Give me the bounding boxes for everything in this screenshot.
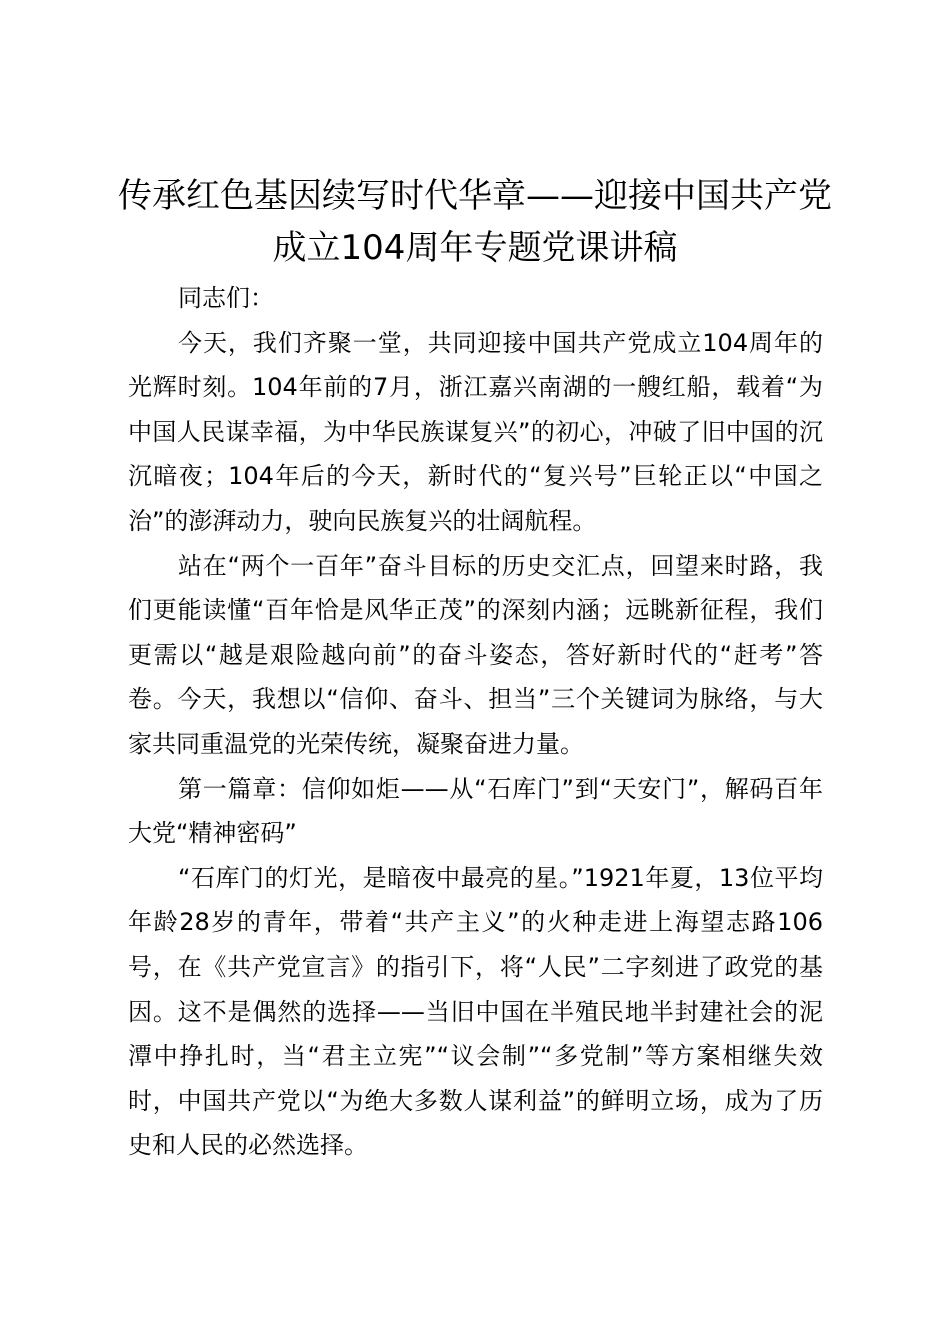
chapter-heading: 第一篇章：信仰如炬——从“石库门”到“天安门”，解码百年大党“精神密码” <box>128 774 823 848</box>
chapter-paragraph: “石库门的灯光，是暗夜中最亮的星。”1921年夏，13位平均年龄28岁的青年，带着“共产主义”的火种走进上海望志路106号，在《共产党宣言》的指引下，将“人民”二字刻进了政党的基因。这不是偶然的选择——当旧中国在半殖民地半封建社会的泥潭中挣扎时，当“君主立宪”“议会制”“多党制”等方案相继失效时，中国共产党以“为绝大多数人谋利益”的鲜明立场，成为了历史和人民的必然选择。 <box>128 863 823 1160</box>
document-body <box>128 276 823 1168</box>
salutation-paragraph: 同志们： <box>178 284 274 312</box>
document-title: 传承红色基因续写时代华章——迎接中国共产党成立104周年专题党课讲稿 <box>118 176 832 268</box>
theme-paragraph: 站在“两个一百年”奋斗目标的历史交汇点，回望来时路，我们更能读懂“百年恰是风华正茂”的深刻内涵；远眺新征程，我们更需以“越是艰险越向前”的奋斗姿态，答好新时代的“赶考”答卷。今天，我想以“信仰、奋斗、担当”三个关键词为脉络，与大家共同重温党的光荣传统，凝聚奋进力量。 <box>128 551 823 758</box>
intro-paragraph: 今天，我们齐聚一堂，共同迎接中国共产党成立104周年的光辉时刻。104年前的7月，浙江嘉兴南湖的一艘红船，载着“为中国人民谋幸福，为中华民族谋复兴”的初心，冲破了旧中国的沉沉暗夜；104年后的今天，新时代的“复兴号”巨轮正以“中国之治”的澎湃动力，驶向民族复兴的壮阔航程。 <box>128 328 823 535</box>
